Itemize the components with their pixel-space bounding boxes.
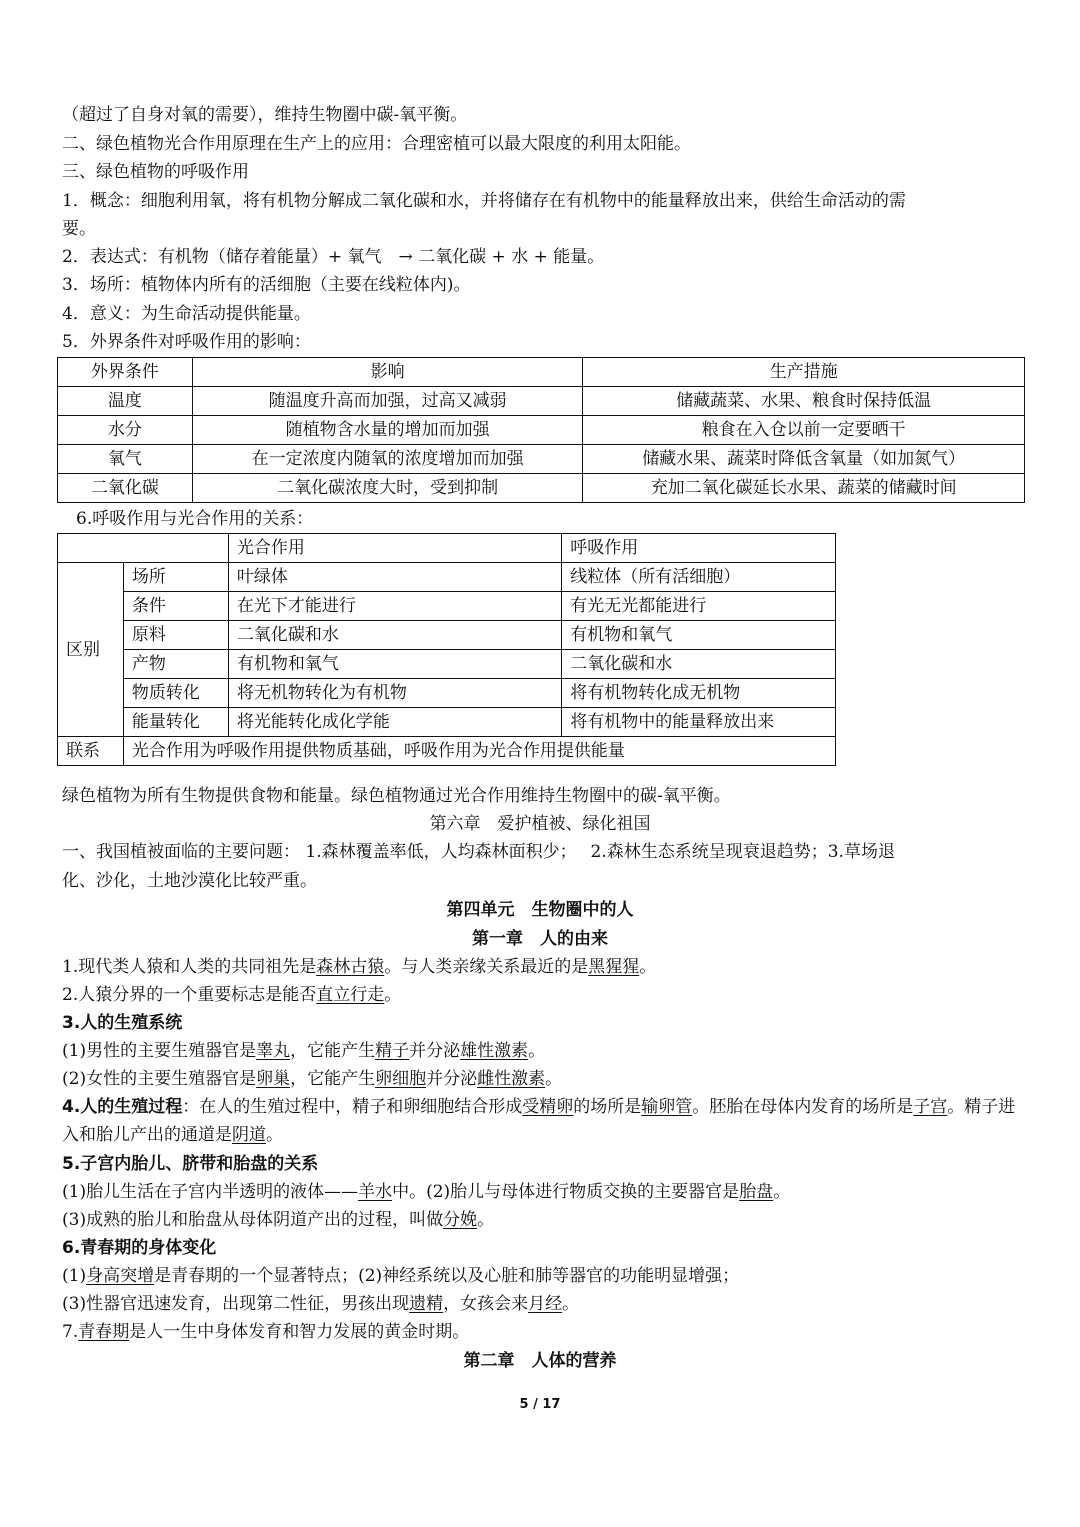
text-line: 绿色植物为所有生物提供食物和能量。绿色植物通过光合作用维持生物圈中的碳-氧平衡。 <box>62 786 731 806</box>
text-line: 二、绿色植物光合作用原理在生产上的应用：合理密植可以最大限度的利用太阳能。 <box>62 134 691 154</box>
respiration-conditions-table <box>57 357 1025 503</box>
table-cell: 二氧化碳 <box>58 474 193 503</box>
text-line <box>62 1262 1024 1290</box>
text-span: 。胚胎在母体内发育的场所是 <box>692 1097 914 1117</box>
text-line <box>62 1065 1024 1093</box>
keyword: 森林古猿 <box>316 957 385 977</box>
table-header-cell: 生产措施 <box>583 358 1025 387</box>
table-cell: 温度 <box>58 387 193 416</box>
table-cell: 线粒体（所有活细胞） <box>562 563 836 592</box>
keyword: 月经 <box>528 1294 563 1314</box>
table-cell: 储藏蔬菜、水果、粮食时保持低温 <box>583 387 1025 416</box>
inline-heading: 4.人的生殖过程 <box>62 1097 183 1117</box>
keyword: 输卵管 <box>641 1097 693 1117</box>
keyword: 雄性激素 <box>460 1041 529 1061</box>
text-span: 中。(2)胎儿与母体进行物质交换的主要器官是 <box>392 1182 740 1202</box>
text-span: 的场所是 <box>573 1097 642 1117</box>
table-cell: 在光下才能进行 <box>228 592 561 621</box>
keyword: 雌性激素 <box>477 1069 546 1089</box>
keyword: 阴道 <box>232 1125 266 1145</box>
table-row <box>58 563 836 592</box>
text-line <box>62 953 1024 981</box>
text-span: 。 <box>545 1069 563 1089</box>
table-cell: 叶绿体 <box>228 563 561 592</box>
table-row <box>58 621 836 650</box>
table-row <box>58 592 836 621</box>
text-span: 。 <box>266 1125 283 1145</box>
table-cell: 原料 <box>123 621 228 650</box>
table-cell: 有机物和氧气 <box>562 621 836 650</box>
text-span: (2)女性的主要生殖器官是 <box>62 1069 257 1089</box>
table-cell: 氧气 <box>58 445 193 474</box>
keyword: 身高突增 <box>86 1266 155 1286</box>
table-row <box>58 737 836 766</box>
text-line: （超过了自身对氧的需要），维持生物圈中碳-氧平衡。 <box>62 105 468 125</box>
subsection-heading: 5.子宫内胎儿、脐带和胎盘的关系 <box>62 1154 319 1174</box>
text-paragraph <box>62 1093 1024 1149</box>
table-empty-cell <box>58 534 229 563</box>
keyword: 受精卵 <box>522 1097 574 1117</box>
text-line <box>62 1178 1024 1206</box>
text-span: ，女孩会来 <box>443 1294 529 1314</box>
text-span: ，它能产生 <box>290 1069 376 1089</box>
text-span: ：在人的生殖过程中，精子和卵细胞结合形成 <box>182 1097 523 1117</box>
text-span: (1)男性的主要生殖器官是 <box>62 1041 257 1061</box>
keyword: 胎盘 <box>739 1182 774 1202</box>
text-span: (1) <box>62 1266 87 1286</box>
table-cell: 将有机物中的能量释放出来 <box>562 708 836 737</box>
text-span: (1)胎儿生活在子宫内半透明的液体—— <box>62 1182 359 1202</box>
text-line <box>62 981 1024 1009</box>
keyword: 青春期 <box>78 1322 130 1342</box>
table-cell: 充加二氧化碳延长水果、蔬菜的储藏时间 <box>583 474 1025 503</box>
respiration-photosynthesis-table <box>57 533 836 766</box>
table-cell: 将有机物转化成无机物 <box>562 679 836 708</box>
table-cell: 二氧化碳浓度大时，受到抑制 <box>192 474 583 503</box>
text-span: 。 <box>384 985 402 1005</box>
table-cell: 二氧化碳和水 <box>562 650 836 679</box>
chapter-title: 第二章 人体的营养 <box>463 1351 617 1371</box>
keyword: 遗精 <box>409 1294 444 1314</box>
text-span: ，它能产生 <box>290 1041 376 1061</box>
table-header-row <box>58 358 1025 387</box>
table-cell: 产物 <box>123 650 228 679</box>
text-span: (3)性器官迅速发育，出现第二性征，男孩出现 <box>62 1294 410 1314</box>
text-line: 1．概念：细胞利用氧，将有机物分解成二氧化碳和水，并将储存在有机物中的能量释放出来，供给生命活动的需 <box>62 191 906 211</box>
table-row <box>58 416 1025 445</box>
text-span: 。 <box>562 1294 580 1314</box>
chapter-title: 第一章 人的由来 <box>472 929 608 949</box>
table-cell: 将无机物转化为有机物 <box>228 679 561 708</box>
text-span: 1.现代类人猿和人类的共同祖先是 <box>62 957 317 977</box>
table-header-cell: 呼吸作用 <box>562 534 836 563</box>
table-header-cell: 外界条件 <box>58 358 193 387</box>
table-row <box>58 650 836 679</box>
text-line: 化、沙化，土地沙漠化比较严重。 <box>62 871 317 891</box>
keyword: 分娩 <box>443 1210 478 1230</box>
table-group-label: 区别 <box>58 563 124 737</box>
text-line <box>62 1037 1024 1065</box>
text-span: 2.人猿分界的一个重要标志是能否 <box>62 985 317 1005</box>
table-row <box>58 474 1025 503</box>
table-cell: 物质转化 <box>123 679 228 708</box>
text-span: 是青春期的一个显著特点；(2)神经系统以及心脏和肺等器官的功能明显增强； <box>154 1266 740 1286</box>
table-cell: 场所 <box>123 563 228 592</box>
text-span: 。 <box>528 1041 546 1061</box>
text-line: 要。 <box>62 219 96 239</box>
table-cell: 随植物含水量的增加而加强 <box>192 416 583 445</box>
text-span: 。 <box>477 1210 495 1230</box>
text-line <box>62 1206 1024 1234</box>
table-row <box>58 679 836 708</box>
keyword: 羊水 <box>358 1182 393 1202</box>
text-span: 并分泌 <box>426 1069 478 1089</box>
text-line: 5．外界条件对呼吸作用的影响： <box>62 332 311 352</box>
text-span: 。 <box>773 1182 791 1202</box>
section-heading: 三、绿色植物的呼吸作用 <box>62 162 249 182</box>
keyword: 黑猩猩 <box>588 957 640 977</box>
table-cell: 能量转化 <box>123 708 228 737</box>
keyword: 卵细胞 <box>375 1069 427 1089</box>
table-cell: 将光能转化成化学能 <box>228 708 561 737</box>
text-span: 。 <box>639 957 657 977</box>
text-line: 3．场所：植物体内所有的活细胞（主要在线粒体内)。 <box>62 275 471 295</box>
text-line <box>62 1318 1024 1346</box>
table-header-row <box>58 534 836 563</box>
table-row <box>58 387 1025 416</box>
text-span: 是人一生中身体发育和智力发展的黄金时期。 <box>129 1322 470 1342</box>
table-cell: 条件 <box>123 592 228 621</box>
subsection-heading: 6.青春期的身体变化 <box>62 1238 217 1258</box>
keyword: 直立行走 <box>316 985 385 1005</box>
keyword: 卵巢 <box>256 1069 291 1089</box>
text-line <box>62 1290 1024 1318</box>
text-line: 6.呼吸作用与光合作用的关系： <box>76 509 314 529</box>
text-span: 。精子进入和胎儿产出的通道是 <box>62 1097 1016 1145</box>
text-line: 4．意义：为生命活动提供能量。 <box>62 304 311 324</box>
text-span: (3)成熟的胎儿和胎盘从母体阴道产出的过程，叫做 <box>62 1210 444 1230</box>
text-span: 。与人类亲缘关系最近的是 <box>384 957 589 977</box>
table-cell: 随温度升高而加强，过高又减弱 <box>192 387 583 416</box>
text-line: 2．表达式：有机物（储存着能量）+ 氧气 → 二氧化碳 + 水 + 能量。 <box>62 247 605 267</box>
table-row <box>58 445 1025 474</box>
table-cell: 储藏水果、蔬菜时降低含氧量（如加氮气） <box>583 445 1025 474</box>
page-number: 5 / 17 <box>519 1397 561 1412</box>
text-span: 7. <box>62 1322 79 1342</box>
table-header-cell: 影响 <box>192 358 583 387</box>
table-header-cell: 光合作用 <box>228 534 561 563</box>
table-cell: 二氧化碳和水 <box>228 621 561 650</box>
table-cell: 有机物和氧气 <box>228 650 561 679</box>
unit-title: 第四单元 生物圈中的人 <box>446 900 634 920</box>
text-span: 并分泌 <box>409 1041 461 1061</box>
table-cell: 光合作用为呼吸作用提供物质基础，呼吸作用为光合作用提供能量 <box>123 737 835 766</box>
table-cell: 在一定浓度内随氧的浓度增加而加强 <box>192 445 583 474</box>
keyword: 子宫 <box>913 1097 948 1117</box>
keyword: 精子 <box>375 1041 410 1061</box>
table-row <box>58 708 836 737</box>
table-group-label: 联系 <box>58 737 124 766</box>
table-cell: 水分 <box>58 416 193 445</box>
keyword: 睾丸 <box>256 1041 291 1061</box>
subsection-heading: 3.人的生殖系统 <box>62 1013 183 1033</box>
table-cell: 有光无光都能进行 <box>562 592 836 621</box>
table-cell: 粮食在入仓以前一定要晒干 <box>583 416 1025 445</box>
text-line: 一、我国植被面临的主要问题： 1.森林覆盖率低，人均森林面积少； 2.森林生态系统呈现衰退趋势；3.草场退 <box>62 842 895 862</box>
chapter-title: 第六章 爱护植被、绿化祖国 <box>429 814 651 834</box>
